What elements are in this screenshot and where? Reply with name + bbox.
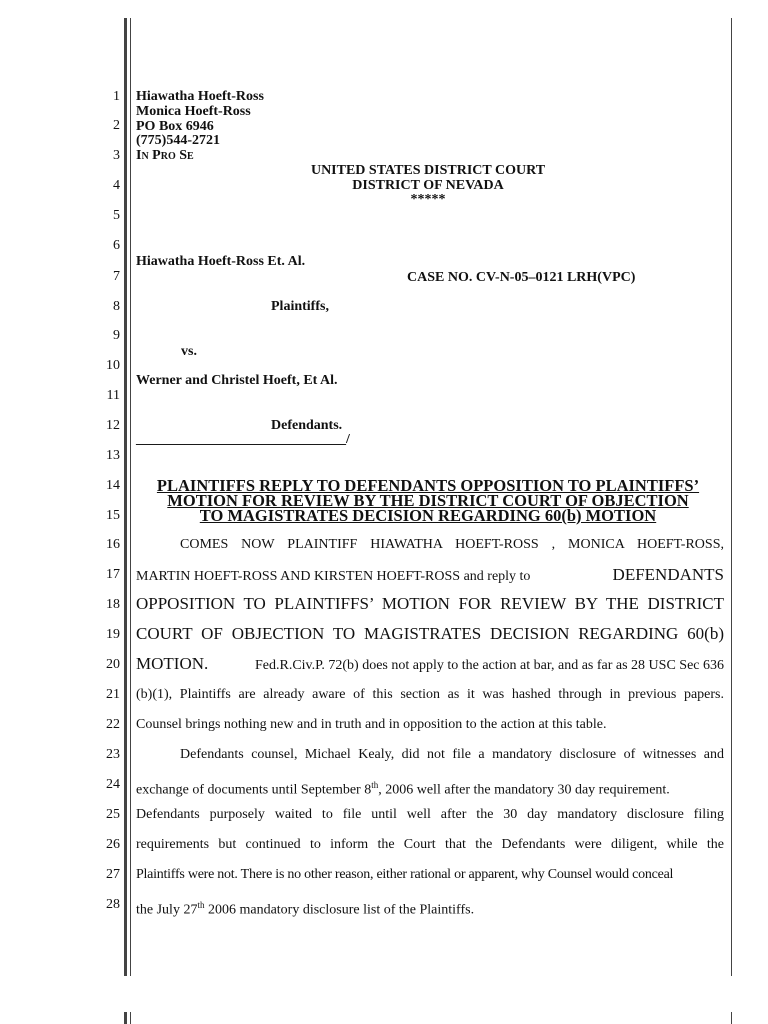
line-number: 14 [106, 478, 120, 493]
line-number: 11 [106, 388, 120, 403]
body-text: MOTION. [136, 654, 209, 673]
body-text: DEFENDANTS [612, 565, 724, 584]
party-name: Hiawatha Hoeft-Ross [136, 89, 264, 104]
body-text: COURT OF OBJECTION TO MAGISTRATES DECISION REGARDING 60(b) [136, 624, 724, 643]
body-line-27 [136, 867, 724, 883]
line-number: 4 [113, 178, 120, 193]
document-title-line: TO MAGISTRATES DECISION REGARDING 60(b) MOTION [199, 506, 657, 525]
body-text: , 2006 well after the mandatory 30 day requirement. [378, 782, 670, 798]
body-line-19 [136, 626, 724, 642]
document-title-line: PLAINTIFFS REPLY TO DEFENDANTS OPPOSITION TO PLAINTIFFS’ [156, 476, 700, 495]
body-text: the July 27 [136, 902, 198, 918]
body-line-16 [136, 537, 724, 553]
left-margin-rule-thick [124, 18, 127, 976]
body-text: OPPOSITION TO PLAINTIFFS’ MOTION FOR REVIEW BY THE DISTRICT [136, 594, 724, 613]
next-page-right-rule [731, 1012, 732, 1024]
left-margin-rule-thin [130, 18, 131, 976]
pro-se-label: In Pro Se [136, 148, 194, 163]
line-number: 25 [106, 807, 120, 822]
line-number: 26 [106, 837, 120, 852]
body-text: requirements but continued to inform the Court that the Defendants were diligent, while the [136, 837, 724, 852]
plaintiff-caption: Hiawatha Hoeft-Ross Et. Al. [136, 254, 306, 269]
next-page-left-rule-thick [124, 1012, 127, 1024]
body-line-21 [136, 687, 724, 703]
body-line-22 [136, 717, 724, 733]
next-page-left-rule-thin [130, 1012, 131, 1024]
court-district: DISTRICT OF NEVADA [352, 178, 504, 193]
line-number: 3 [113, 148, 120, 163]
line-number: 22 [106, 717, 120, 732]
line-number: 1 [113, 89, 120, 104]
body-line-26 [136, 837, 724, 853]
court-separator: ***** [410, 192, 446, 207]
line-number: 8 [113, 299, 120, 314]
line-number: 18 [106, 597, 120, 612]
line-number: 2 [113, 118, 120, 133]
line-number: 28 [106, 897, 120, 912]
right-margin-rule [731, 18, 732, 976]
body-text: 2006 mandatory disclosure list of the Plaintiffs. [204, 902, 475, 918]
line-number: 27 [106, 867, 120, 882]
body-line-20 [136, 656, 724, 674]
line-number: 12 [106, 418, 120, 433]
line-number: 9 [113, 328, 120, 343]
case-number: CASE NO. CV-N-05–0121 LRH(VPC) [407, 270, 636, 285]
line-number: 21 [106, 687, 120, 702]
body-line-25 [136, 807, 724, 823]
document-title-line: MOTION FOR REVIEW BY THE DISTRICT COURT OF OBJECTION [167, 491, 689, 510]
line-number: 10 [106, 358, 120, 373]
body-text: Fed.R.Civ.P. 72(b) does not apply to the action at bar, and as far as 28 USC Sec 636 [254, 658, 724, 673]
body-text: (b)(1), Plaintiffs are already aware of this section as it was hashed through in previous papers. [136, 687, 724, 702]
party-phone: (775)544-2721 [136, 133, 220, 148]
line-number: 6 [113, 238, 120, 253]
versus-label: vs. [181, 344, 197, 359]
defendants-label: Defendants. [271, 418, 343, 433]
line-number: 24 [106, 777, 120, 792]
party-name: Monica Hoeft-Ross [136, 104, 251, 119]
body-text: Defendants counsel, Michael Kealy, did not file a mandatory disclosure of witnesses and [180, 747, 724, 762]
body-line-28 [136, 897, 724, 919]
line-number: 15 [106, 508, 120, 523]
defendant-caption: Werner and Christel Hoeft, Et Al. [136, 373, 338, 388]
body-text: COMES NOW PLAINTIFF HIAWATHA HOEFT-ROSS , MONICA HOEFT-ROSS, [180, 537, 724, 552]
body-line-18 [136, 596, 724, 612]
body-text: Defendants purposely waited to file until well after the 30 day mandatory disclosure filing [136, 807, 724, 822]
caption-signature-line: ______________________________/ [136, 432, 350, 447]
body-line-23 [136, 747, 724, 763]
line-number: 23 [106, 747, 120, 762]
plaintiffs-label: Plaintiffs, [271, 299, 329, 314]
ordinal-suffix: th [371, 780, 379, 790]
body-line-24 [136, 777, 724, 799]
line-number: 17 [106, 567, 120, 582]
court-name: UNITED STATES DISTRICT COURT [310, 163, 546, 178]
line-number: 5 [113, 208, 120, 223]
body-text: exchange of documents until September 8 [136, 782, 372, 798]
line-number: 7 [113, 269, 120, 284]
line-number: 13 [106, 448, 120, 463]
body-line-17 [136, 567, 724, 585]
line-number: 16 [106, 537, 120, 552]
body-text: Plaintiffs were not. There is no other reason, either rational or apparent, why Counsel would conceal [136, 867, 674, 882]
party-address: PO Box 6946 [136, 119, 214, 134]
line-number: 20 [106, 657, 120, 672]
line-number: 19 [106, 627, 120, 642]
ordinal-suffix: th [197, 900, 205, 910]
body-text: Counsel brings nothing new and in truth and in opposition to the action at this table. [136, 717, 607, 732]
body-text: MARTIN HOEFT-ROSS AND KIRSTEN HOEFT-ROSS and reply to [136, 569, 531, 584]
